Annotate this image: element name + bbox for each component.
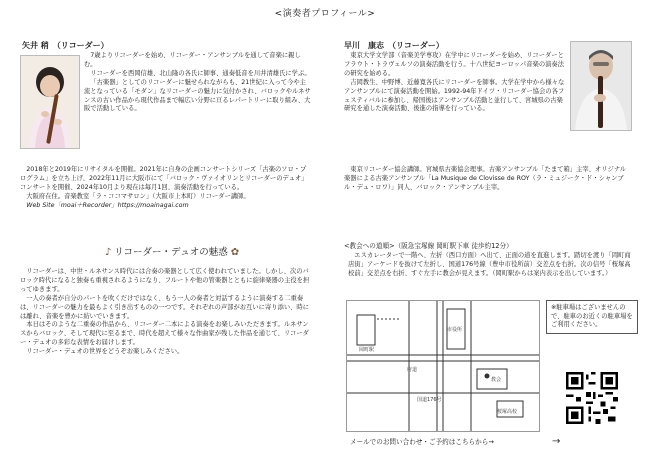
music-note-icon: ♪ xyxy=(104,247,112,258)
map-label: 岡町駅 xyxy=(359,347,375,353)
profile-paragraph: 東京大学文学部（音楽美学専攻）在学中にリコーダーを始め、リコーダーとフラウト・トラヴェルソの演奏活動を行う。十八世紀ヨーロッパ音楽の演奏法の研究を始める。 xyxy=(344,52,565,77)
profile-paragraph: 東京リコーダー協会講師。宮城県古楽協会理事。古楽アンサンブル「たまて箱」主宰、オリジナル楽器による古楽アンサンブル「La Musique de Clovisse de ROY（ラ・ミュジーク・ド・シャンブル・デュ・ロワ）」同人、バロック・アンサンブル主宰。 xyxy=(344,166,627,191)
performer-name-hayakawa: 早川 康志 （リコーダー） xyxy=(344,41,444,50)
profile-paragraph: 大阪府在住。音楽教室「ラ・ココマサロン」（大阪市上本町）リコーダー講師。 xyxy=(26,192,250,200)
profile-paragraph: 吉岡教生、中野博、近藤寛各氏にリコーダーを師事。大学在学中から様々なアンサンブルにて演奏活動を開始。1992-94年ドイツ・リコーダー協会の各フェスティバルに参加し、帰国後はアンサンブル活動と並行して、宮城県の古楽研究を通した演奏活動、後進の指導を行っている。 xyxy=(344,78,565,113)
map-label: 桜塚高校 xyxy=(497,409,518,415)
performer-photo-yaida xyxy=(20,55,80,149)
profile-text-hayakawa xyxy=(344,52,566,114)
profile-text-hayakawa-bottom xyxy=(344,166,632,193)
profile-text-yaida-bottom xyxy=(20,166,312,211)
profile-paragraph: 2018年と2019年にリサイタルを開催。2021年に自身の企画コンサートシリーズ「古楽のソロ・プログラム」を立ち上げ、2022年11月に大阪市にて「バロック・ヴァイオリンとリコーダーのデュオ」コンサートを開催、2024年10月より現在は毎月1回、演奏活動を行っている。 xyxy=(20,166,308,191)
map-label: 府道 xyxy=(407,367,418,373)
access-title: <教会への道順>（阪急宝塚線 岡町駅下車 徒歩約12分） xyxy=(344,242,513,250)
qr-code[interactable] xyxy=(566,372,618,424)
profile-paragraph: 7歳よりリコーダーを始め、リコーダー・アンサンブルを通して音楽に親しむ。 xyxy=(84,52,301,68)
duo-paragraph: リコーダーは、中世・ルネサンス時代には合奏の楽器として広く使われていました。しかし、次のバロック時代になると独奏も重視されるようになり、フルートや他の管楽器とともに旋律楽器の主役を担ってゆきます。 xyxy=(20,268,310,293)
contact-text: メールでのお問い合わせ・ご予約はこちらから→ xyxy=(350,438,494,446)
map-label: 国道176号 xyxy=(417,397,442,403)
profile-text-yaida xyxy=(84,52,312,114)
flower-icon: ✿ xyxy=(230,247,240,258)
performer-photo-hayakawa xyxy=(570,41,632,131)
website-link[interactable]: Web Site「moai＋Recorder」https://moainagai.com xyxy=(26,201,189,209)
profile-paragraph: 「古楽器」としてのリコーダーに魅せられながらも、21世紀に入って今や主流となっている「モダン」なリコーダーの魅力に気付かされ、バロックやルネサンスの古い作品から現代作品まで幅広い分野に亘るレパートリーに取り組み、大阪で活動している。 xyxy=(84,78,311,113)
map-label: 教会 xyxy=(491,377,502,383)
duo-paragraph: 本日はそのような二重奏の作品から、リコーダー二本による演奏をお楽しみいただきます。ルネサンスからバロック、そして現代に至るまで、時代を超えて様々な作曲家が残した作品を通じて、リコーダー・デュオの多彩な表情をお届けします。 xyxy=(20,321,309,347)
duo-paragraph: リコーダー・デュオの世界をどうぞお楽しみください。 xyxy=(26,348,184,356)
map-label: 市役所 xyxy=(447,327,463,333)
section-title-duo xyxy=(62,244,282,258)
duo-text xyxy=(20,268,314,357)
access-text: エスカレーターで一階へ、左折（西口方面）へ出て、正面の道を直進します。踏切を渡り「岡町商店街」アーケードを抜けて左折し、国道176号線（豊中市役所前）交差点を右折。次の信号「桜塚高校前」交差点を右折、すぐ左手に教会が見えます。（岡町駅からは案内表示を出しています。） xyxy=(348,252,631,277)
performer-name-yaida: 矢井 稍 （リコーダー） xyxy=(22,41,109,50)
profile-paragraph: リコーダーを西岡信雄、北山隆の各氏に師事、通奏低音を川井清雄氏に学ぶ。 xyxy=(90,69,311,77)
parking-note: ※駐車場はございませんので、駐車のお近くの駐車場をご利用ください。 xyxy=(546,300,638,334)
section-title-text: リコーダー・デュオの魅惑 xyxy=(114,247,228,258)
page-title: <演奏者プロフィール> xyxy=(274,9,376,19)
duo-paragraph: 一人の奏者が自分のパートを吹くだけではなく、もう一人の奏者と対話するように演奏する二重奏は、リコーダーの魅力を最もよく引き出すものの一つです。それぞれの声部がお互いに寄り添い、時には離れ、音楽を豊かに紡いでいきます。 xyxy=(20,294,310,320)
access-map xyxy=(346,300,540,432)
arrow-right-icon: → xyxy=(552,436,561,447)
